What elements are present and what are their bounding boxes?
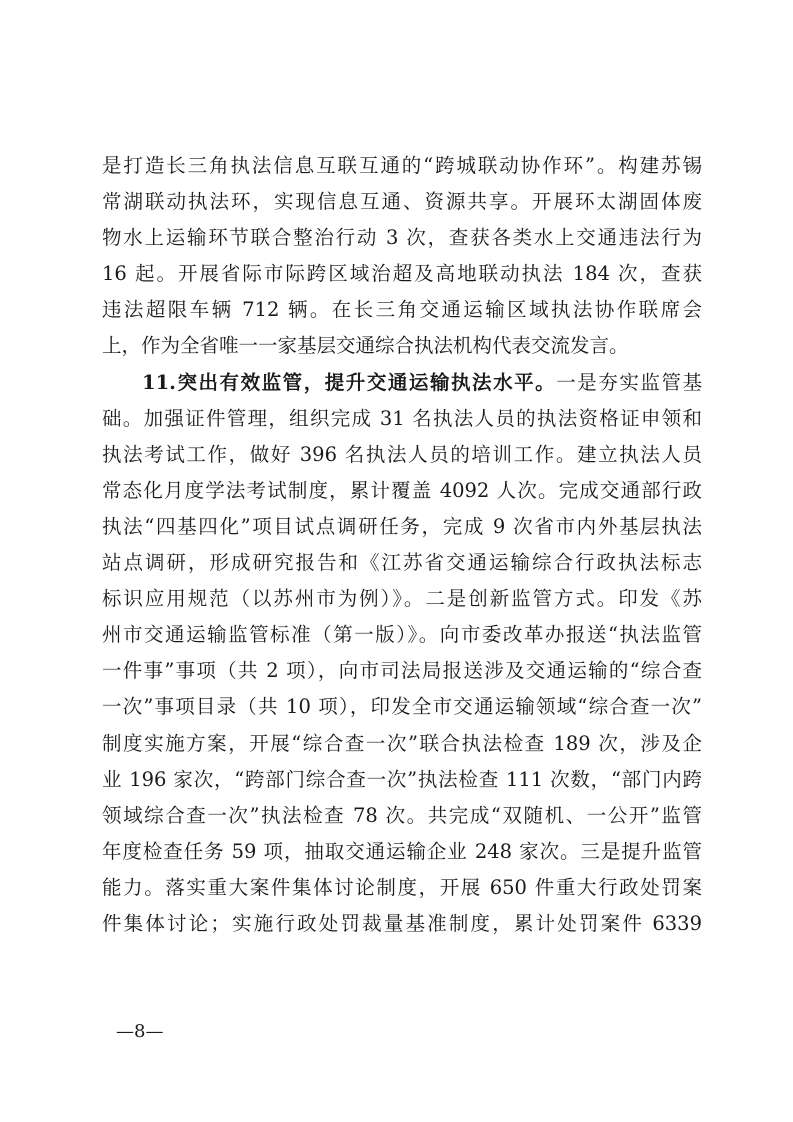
paragraph-2-line-12: 业 196 家次，“跨部门综合查一次”执法检查 111 次数，“部门内跨 bbox=[102, 767, 702, 791]
paragraph-2-line-3: 执法考试工作，做好 396 名执法人员的培训工作。建立执法人员 bbox=[102, 442, 702, 466]
paragraph-2-line-9: 一件事”事项（共 2 项），向市司法局报送涉及交通运输的“综合查 bbox=[102, 659, 702, 683]
paragraph-2-line-5: 执法“四基四化”项目试点调研任务，完成 9 次省市内外基层执法 bbox=[102, 514, 702, 538]
paragraph-1-line-5: 违法超限车辆 712 辆。在长三角交通运输区域执法协作联席会 bbox=[102, 298, 702, 322]
paragraph-1-line-6: 上，作为全省唯一一家基层交通综合执法机构代表交流发言。 bbox=[102, 334, 629, 358]
paragraph-2-first-line bbox=[102, 365, 702, 401]
page-number: —8— bbox=[116, 1021, 164, 1042]
paragraph-2-line-7: 标识应用规范（以苏州市为例）》。二是创新监管方式。印发《苏 bbox=[102, 587, 702, 611]
paragraph-2-line-8: 州市交通运输监管标准（第一版）》。向市委改革办报送“执法监管 bbox=[102, 623, 702, 647]
paragraph-2-line-15: 能力。落实重大案件集体讨论制度，开展 650 件重大行政处罚案 bbox=[102, 875, 702, 899]
paragraph-2-line-2: 础。加强证件管理，组织完成 31 名执法人员的执法资格证申领和 bbox=[102, 406, 702, 430]
paragraph-2-line-6: 站点调研，形成研究报告和《江苏省交通运输综合行政执法标志 bbox=[102, 551, 702, 575]
section-heading: 11.突出有效监管，提升交通运输执法水平。 bbox=[142, 370, 557, 394]
document-body bbox=[102, 148, 702, 942]
paragraph-1-line-2: 常湖联动执法环，实现信息互通、资源共享。开展环太湖固体废 bbox=[102, 190, 702, 214]
paragraph-2-line-10: 一次”事项目录（共 10 项），印发全市交通运输领域“综合查一次” bbox=[102, 695, 702, 719]
paragraph-2-line-13: 领域综合查一次”执法检查 78 次。共完成“双随机、一公开”监管 bbox=[102, 803, 702, 827]
paragraph-2-first-line-rest: 一是夯实监管基 bbox=[556, 370, 702, 394]
paragraph-1-line-4: 16 起。开展省际市际跨区域治超及高地联动执法 184 次，查获 bbox=[102, 262, 702, 286]
paragraph-2-line-4: 常态化月度学法考试制度，累计覆盖 4092 人次。完成交通部行政 bbox=[102, 478, 702, 502]
paragraph-1-line-1: 是打造长三角执法信息互联互通的“跨城联动协作环”。构建苏锡 bbox=[102, 154, 702, 177]
paragraph-2-line-16: 件集体讨论；实施行政处罚裁量基准制度，累计处罚案件 6339 bbox=[102, 911, 702, 935]
paragraph-2-line-11: 制度实施方案，开展“综合查一次”联合执法检查 189 次，涉及企 bbox=[102, 731, 702, 755]
paragraph-2-line-14: 年度检查任务 59 项，抽取交通运输企业 248 家次。三是提升监管 bbox=[102, 839, 702, 863]
paragraph-1-line-3: 物水上运输环节联合整治行动 3 次，查获各类水上交通违法行为 bbox=[102, 226, 702, 250]
